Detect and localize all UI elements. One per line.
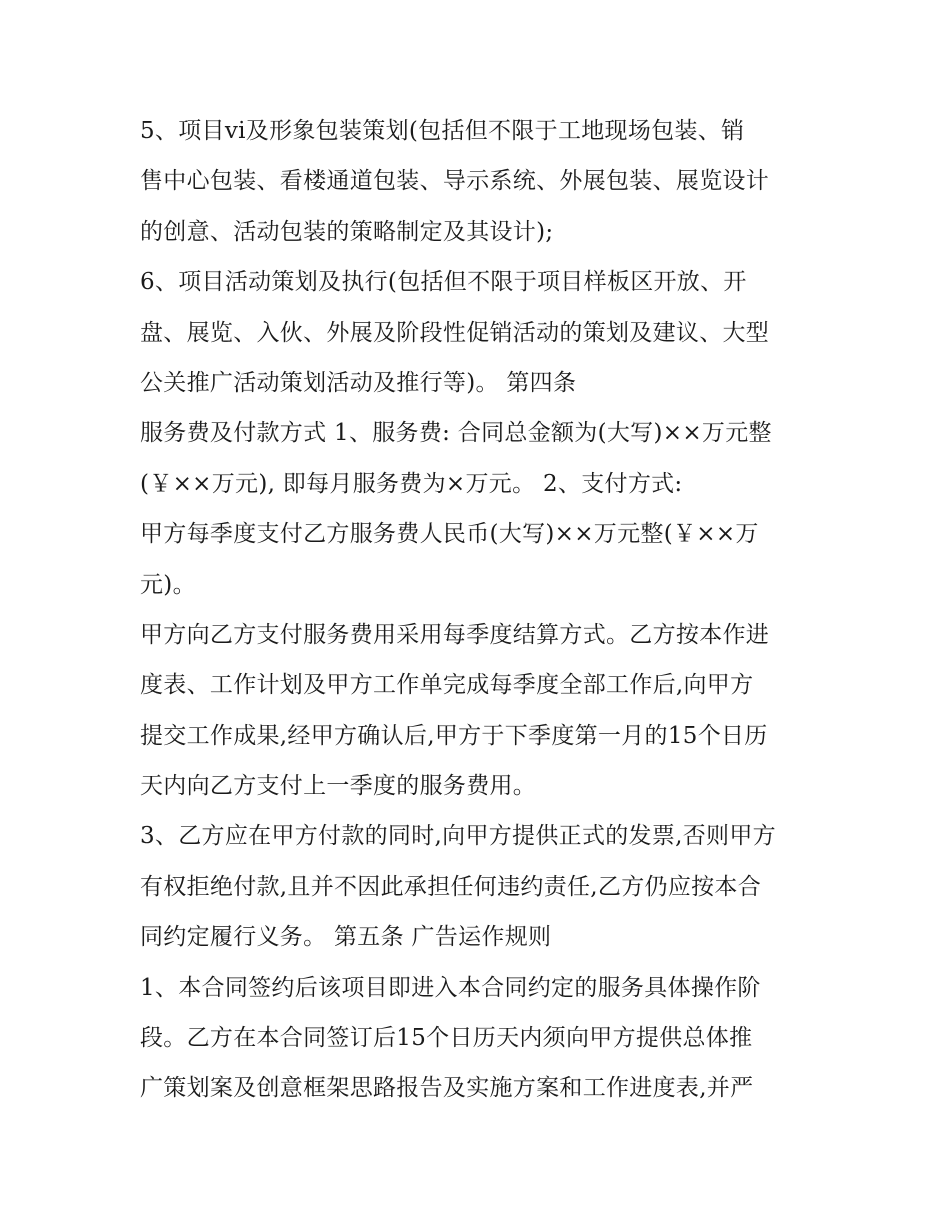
text-line-13: 提交工作成果,经甲方确认后,甲方于下季度第一月的15个日历 <box>140 722 768 749</box>
text-line-14: 天内向乙方支付上一季度的服务费用。 <box>140 773 537 800</box>
text-line-1: 5、项目vi及形象包装策划(包括但不限于工地现场包装、销 <box>140 118 745 144</box>
text-line-9: 甲方每季度支付乙方服务费人民币(大写)××万元整(￥××万 <box>140 521 759 548</box>
text-line-4: 6、项目活动策划及执行(包括但不限于项目样板区开放、开 <box>140 269 747 296</box>
text-line-6: 公关推广活动策划活动及推行等)。 第四条 <box>140 369 577 396</box>
text-line-2: 售中心包装、看楼通道包装、导示系统、外展包装、展览设计 <box>140 168 770 195</box>
document-body-text <box>140 106 840 1114</box>
text-line-16: 有权拒绝付款,且并不因此承担任何违约责任,乙方仍应按本合 <box>140 873 762 900</box>
text-line-3: 的创意、活动包装的策略制定及其设计); <box>140 218 554 245</box>
text-line-18: 1、本合同签约后该项目即进入本合同约定的服务具体操作阶 <box>140 974 761 1001</box>
text-line-19: 段。乙方在本合同签订后15个日历天内须向甲方提供总体推 <box>140 1025 753 1052</box>
text-line-11: 甲方向乙方支付服务费用采用每季度结算方式。乙方按本作进 <box>140 621 770 648</box>
text-line-17: 同约定履行义务。 第五条 广告运作规则 <box>140 924 552 951</box>
text-line-15: 3、乙方应在甲方付款的同时,向甲方提供正式的发票,否则甲方 <box>140 823 776 850</box>
text-line-8: (￥××万元), 即每月服务费为×万元。 2、支付方式: <box>140 470 683 497</box>
text-line-12: 度表、工作计划及甲方工作单完成每季度全部工作后,向甲方 <box>140 672 754 699</box>
text-line-5: 盘、展览、入伙、外展及阶段性促销活动的策划及建议、大型 <box>140 319 770 346</box>
text-line-20: 广策划案及创意框架思路报告及实施方案和工作进度表,并严 <box>140 1075 754 1102</box>
text-line-7: 服务费及付款方式 1、服务费: 合同总金额为(大写)××万元整 <box>140 420 772 447</box>
text-line-10: 元)。 <box>140 571 196 598</box>
